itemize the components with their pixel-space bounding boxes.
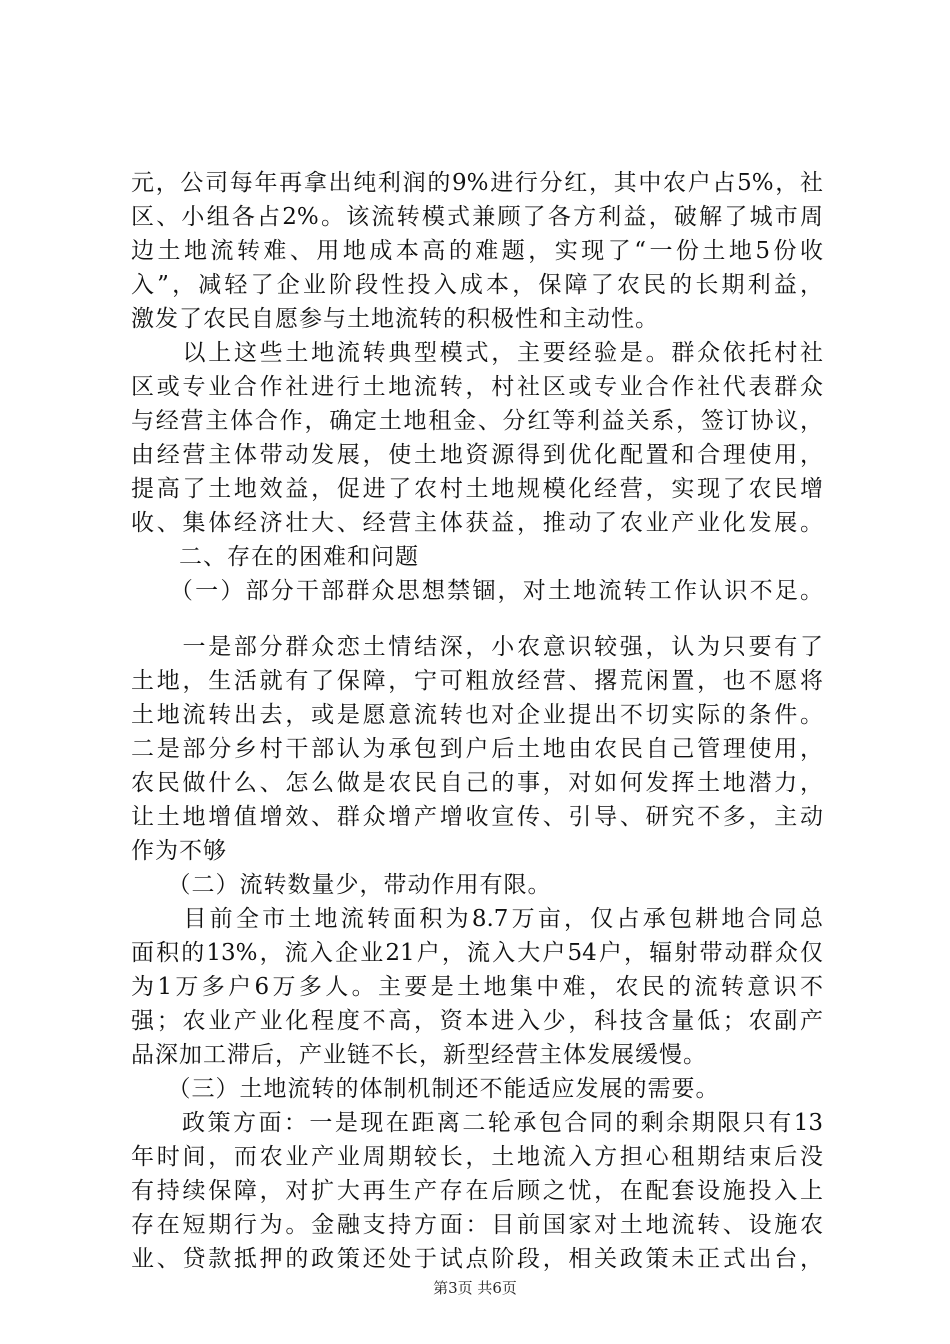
- text-line: 为1万多户6万多人。主要是土地集中难，农民的流转意识不: [131, 974, 823, 1000]
- text-line: 让土地增值增效、群众增产增收宣传、引导、研究不多，主动: [131, 804, 823, 830]
- text-line: 土地流转出去，或是愿意流转也对企业提出不切实际的条件。: [131, 702, 823, 728]
- text-line: 作为不够: [131, 838, 227, 864]
- text-line: 元，公司每年再拿出纯利润的9%进行分红，其中农户占5%，社: [131, 170, 823, 196]
- text-line: 农民做什么、怎么做是农民自己的事，对如何发挥土地潜力，: [131, 770, 823, 796]
- text-line: 区或专业合作社进行土地流转，村社区或专业合作社代表群众: [131, 374, 823, 400]
- text-line: 与经营主体合作，确定土地租金、分红等利益关系，签订协议，: [131, 408, 823, 434]
- text-line: 一是部分群众恋土情结深，小农意识较强，认为只要有了: [131, 634, 823, 660]
- text-line: 土地，生活就有了保障，宁可粗放经营、撂荒闲置，也不愿将: [131, 668, 823, 694]
- section-heading: 二、存在的困难和问题: [131, 544, 419, 570]
- text-line: 激发了农民自愿参与土地流转的积极性和主动性。: [131, 306, 659, 332]
- subsection-heading: （一）部分干部群众思想禁锢，对土地流转工作认识不足。: [131, 578, 823, 604]
- text-line: 目前全市土地流转面积为8.7万亩，仅占承包耕地合同总: [131, 906, 823, 932]
- text-line: 入”，减轻了企业阶段性投入成本，保障了农民的长期利益，: [131, 272, 823, 298]
- text-line: 提高了土地效益，促进了农村土地规模化经营，实现了农民增: [131, 476, 823, 502]
- text-line: 面积的13%，流入企业21户，流入大户54户，辐射带动群众仅: [131, 940, 823, 966]
- text-line: 有持续保障，对扩大再生产存在后顾之忧，在配套设施投入上: [131, 1178, 823, 1204]
- text-line: 强；农业产业化程度不高，资本进入少，科技含量低；农副产: [131, 1008, 823, 1034]
- text-line: 二是部分乡村干部认为承包到户后土地由农民自己管理使用，: [131, 736, 823, 762]
- text-line: 边土地流转难、用地成本高的难题，实现了“一份土地5份收: [131, 238, 823, 264]
- text-line: 以上这些土地流转典型模式，主要经验是。群众依托村社: [131, 340, 823, 366]
- subsection-heading: （三）土地流转的体制机制还不能适应发展的需要。: [131, 1076, 720, 1102]
- text-line: 品深加工滞后，产业链不长，新型经营主体发展缓慢。: [131, 1042, 707, 1068]
- text-line: 区、小组各占2%。该流转模式兼顾了各方利益，破解了城市周: [131, 204, 823, 230]
- page-number-footer: 第3页 共6页: [433, 1279, 517, 1297]
- text-line: 存在短期行为。金融支持方面：目前国家对土地流转、设施农: [131, 1212, 823, 1238]
- text-line: 年时间，而农业产业周期较长，土地流入方担心租期结束后没: [131, 1144, 823, 1170]
- text-line: 由经营主体带动发展，使土地资源得到优化配置和合理使用，: [131, 442, 823, 468]
- text-line: 收、集体经济壮大、经营主体获益，推动了农业产业化发展。: [131, 510, 823, 536]
- text-line: 政策方面：一是现在距离二轮承包合同的剩余期限只有13: [131, 1110, 823, 1136]
- text-line: 业、贷款抵押的政策还处于试点阶段，相关政策未正式出台，: [131, 1246, 823, 1272]
- subsection-heading: （二）流转数量少，带动作用有限。: [131, 872, 552, 898]
